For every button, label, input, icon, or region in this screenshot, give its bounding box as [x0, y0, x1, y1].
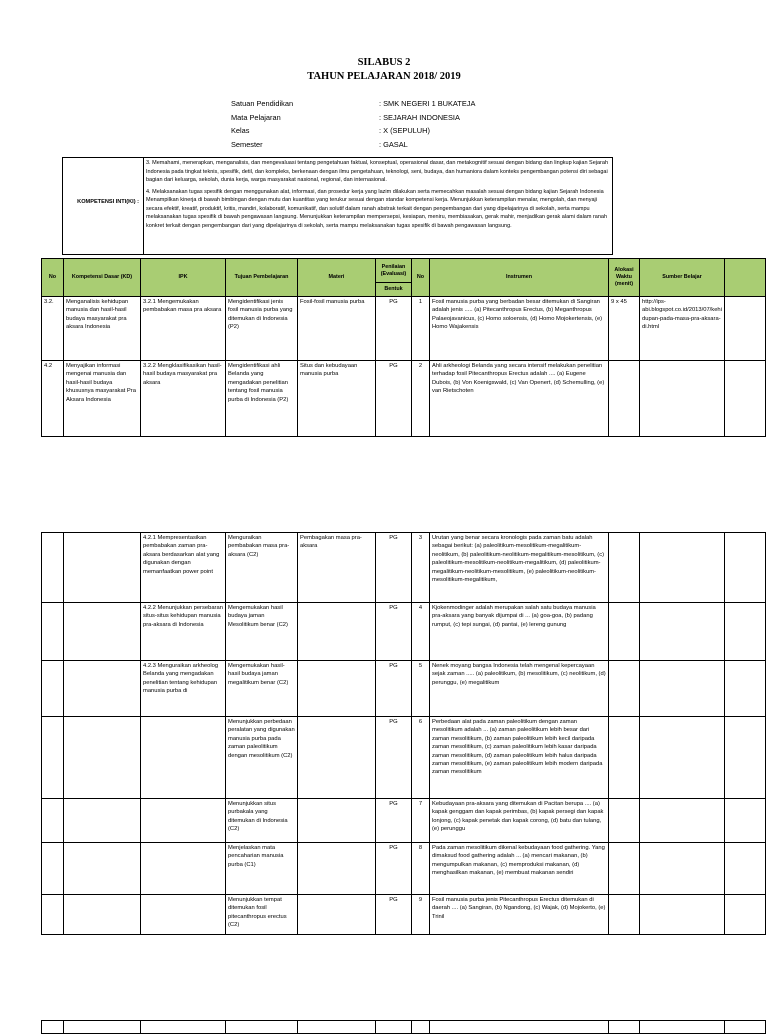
cell-ipk [141, 843, 226, 895]
cell-materi: Situs dan kebudayaan manusia purba [298, 361, 376, 437]
cell-instrumen: Fosil manusia purba jenis Pitecanthropus Erectus ditemukan di daerah .... (a) Sangiran, (b) Ngandong, (c) Wajak, (d) Mojokerto, (e) Trinil [430, 895, 609, 935]
cell-kd [64, 717, 141, 799]
cell-kd [64, 603, 141, 661]
core-competency-text [146, 159, 609, 233]
cell-tujuan: Menunjukkan tempat ditemukan fosil pitecanthropus erectus (C2) [226, 895, 298, 935]
cell-tujuan: Menguraikan pembabakan masa pra-aksara (C2) [226, 533, 298, 603]
table-row [42, 717, 766, 799]
identity-block [231, 97, 475, 151]
meta-row [231, 138, 475, 152]
cell-instrumen: Nenek moyang bangsa Indonesia telah mengenal kepercayaan sejak zaman ..... (a) paleolitikum, (b) mesolitikum, (c) neolitikum, (d) perunggu, (e) megalitikum [430, 661, 609, 717]
meta-value: : GASAL [379, 139, 408, 149]
syllabus-title: SILABUS 2 [357, 57, 411, 68]
cell-tujuan: Mengidentifikasi jenis fosil manusia purba yang ditemukan di Indonesia (P2) [226, 297, 298, 361]
header-penilaian: Penilaian (Evaluasi) [376, 259, 412, 283]
header-no-soal: No [412, 259, 430, 297]
cell-alokasi: 9 x 45 [609, 297, 640, 361]
cell-empty [725, 1021, 766, 1034]
meta-value: : SMK NEGERI 1 BUKATEJA [379, 99, 476, 108]
ki-item-4: 4. Melaksanakan tugas spesifik dengan menggunakan alat, informasi, dan prosedur kerja yang lazim dilakukan serta memecahkan masalah sesuai dengan bidang kajian Sejarah Indonesia Menampilkan kinerja di bawah bimbingan dengan mutu dan kuantitas yang terukur sesuai dengan standar kompetensi kerja. Menunjukkan keterampilan menalar, mengolah, dan menyaji secara efektif, kreatif, produktif, kritis, mandiri, kolaboratif, komunikatif, dan solutif dalam ranah abstrak terkait dengan pengembangan dari yang dipelajarinya di sekolah, serta mampu melaksanakan tugas spesifik di bawah pengawasan langsung. Menunjukkan keterampilan mempersepsi, kesiapan, meniru, membiasakan, gerak mahir, menjadikan gerak alami dalam ranah konkret terkait dengan pengembangan dari yang dipelajarinya di sekolah, serta mampu melaksanakan tugas spesifik di bawah pengawasan langsung. [146, 188, 608, 229]
header-instrumen: Instrumen [430, 259, 609, 297]
cell-tujuan: Menjelaskan mata pencaharian manusia purba (C1) [226, 843, 298, 895]
header-kd: Kompetensi Dasar (KD) [64, 259, 141, 297]
cell-instrumen: Perbedaan alat pada zaman paleolitikum dengan zaman mesolitikum adalah ... (a) zaman paleolitikum lebih besar dari zaman mesolitikum, (b) zaman paleolitikum lebih kecil daripada zaman mesolitikum, (c) zaman paleolitikum lebih kasar daripada zaman mesolitikum, (d) zaman paleolitikum lebih halus daripada zaman mesolitikum, (e) zaman paleolitikum lebih modern daripada zaman mesolitikum [430, 717, 609, 799]
cell-materi [298, 799, 376, 843]
cell-empty [64, 1021, 141, 1034]
cell-sumber [640, 361, 725, 437]
cell-kd [64, 661, 141, 717]
cell-no [42, 603, 64, 661]
cell-no: 3.2. [42, 297, 64, 361]
core-competency-label: KOMPETENSI INTI(KI) : [77, 199, 139, 205]
cell-ipk [141, 717, 226, 799]
cell-ipk [141, 895, 226, 935]
cell-extra [725, 895, 766, 935]
cell-bentuk: PG [376, 533, 412, 603]
cell-ipk: 4.2.1 Mempresentasikan pembabakan zaman pra-aksara berdasarkan alat yang digunakan dengan memanfaatkan power point [141, 533, 226, 603]
cell-tujuan: Mengemukakan hasil budaya jaman Mesolitikum benar (C2) [226, 603, 298, 661]
column-divider [143, 158, 144, 254]
cell-extra [725, 603, 766, 661]
cell-no [42, 895, 64, 935]
header-alokasi: Alokasi Waktu (menit) [609, 259, 640, 297]
cell-empty [640, 1021, 725, 1034]
cell-alokasi [609, 603, 640, 661]
cell-ipk: 3.2.2 Mengklasifikasikan hasil-hasil budaya masyarakat pra aksara [141, 361, 226, 437]
cell-tujuan: Mengidentifikasi ahli Belanda yang mengadakan penelitian tentang fosil manusia purba di Indonesia (P2) [226, 361, 298, 437]
cell-sumber [640, 661, 725, 717]
cell-kd: Menyajikan informasi mengenai manusia dan hasil-hasil budaya khususnya masyarakat Pra Aksara Indonesia [64, 361, 141, 437]
cell-empty [430, 1021, 609, 1034]
header-extra [725, 259, 766, 297]
cell-tujuan: Menunjukkan perbedaan peralatan yang digunakan manusia purba pada zaman paleolitikum dengan mesolitikum (C2) [226, 717, 298, 799]
core-competency-box [62, 157, 613, 255]
cell-bentuk: PG [376, 661, 412, 717]
header-bentuk: Bentuk [376, 283, 412, 297]
table-row [42, 661, 766, 717]
cell-tujuan: Mengemukakan hasil-hasil budaya jaman megalitikum benar (C2) [226, 661, 298, 717]
cell-kd: Menganalisis kehidupan manusia dan hasil-hasil budaya masyarakat pra aksara Indonesia [64, 297, 141, 361]
cell-extra [725, 717, 766, 799]
syllabus-table-main [41, 258, 766, 437]
header-materi: Materi [298, 259, 376, 297]
cell-materi [298, 843, 376, 895]
meta-value: : SEJARAH INDONESIA [379, 112, 460, 122]
cell-empty [609, 1021, 640, 1034]
meta-key: Semester [231, 139, 263, 149]
cell-ipk: 3.2.1 Mengemukakan pembabakan masa pra aksara [141, 297, 226, 361]
cell-bentuk: PG [376, 843, 412, 895]
table-row [42, 297, 766, 361]
cell-bentuk: PG [376, 603, 412, 661]
table-row [42, 603, 766, 661]
cell-nomor: 6 [412, 717, 430, 799]
header-sumber: Sumber Belajar [640, 259, 725, 297]
cell-sumber [640, 603, 725, 661]
meta-row [231, 111, 475, 125]
cell-empty [42, 1021, 64, 1034]
cell-nomor: 4 [412, 603, 430, 661]
meta-row [231, 124, 475, 138]
cell-empty [298, 1021, 376, 1034]
cell-alokasi [609, 799, 640, 843]
cell-nomor: 8 [412, 843, 430, 895]
cell-empty [412, 1021, 430, 1034]
cell-sumber: http://ips-abi.blogspot.co.id/2013/07/kehidupan-pada-masa-pra-aksara-di.html [640, 297, 725, 361]
cell-materi: Fosil-fosil manusia purba [298, 297, 376, 361]
cell-no [42, 799, 64, 843]
cell-extra [725, 533, 766, 603]
cell-instrumen: Fosil manusia purba yang berbadan besar ditemukan di Sangiran adalah jenis ..... (a) Pitecanthropus Erectus, (b) Meganthropus Palaeojavanicus, (c) Homo soloensis, (d) Homo Mojokertensis, (e) Homo Wajakensis [430, 297, 609, 361]
cell-no [42, 717, 64, 799]
cell-nomor: 9 [412, 895, 430, 935]
cell-sumber [640, 533, 725, 603]
table-row [42, 361, 766, 437]
cell-ipk: 4.2.2 Menunjukkan persebaran situs-situs kehidupan manusia pra-aksara di Indonesia [141, 603, 226, 661]
cell-empty [141, 1021, 226, 1034]
meta-key: Satuan Pendidikan [231, 99, 294, 108]
cell-kd [64, 533, 141, 603]
cell-no: 4.2 [42, 361, 64, 437]
cell-materi [298, 895, 376, 935]
meta-row [231, 97, 475, 111]
cell-alokasi [609, 361, 640, 437]
cell-extra [725, 843, 766, 895]
cell-materi [298, 717, 376, 799]
cell-nomor: 5 [412, 661, 430, 717]
cell-sumber [640, 799, 725, 843]
meta-key: Kelas [231, 126, 250, 135]
cell-empty [376, 1021, 412, 1034]
cell-kd [64, 895, 141, 935]
header-tujuan: Tujuan Pembelajaran [226, 259, 298, 297]
cell-kd [64, 799, 141, 843]
syllabus-table-continued [41, 532, 766, 935]
meta-key: Mata Pelajaran [231, 112, 281, 122]
cell-instrumen: Ahli arkheologi Belanda yang secara intensif melakukan penelitian terhadap fosil Pitecanthropus Erectus adalah .... (a) Eugene Dubois, (b) Von Koenigswald, (c) Van Openert, (d) Schemulling, (e) van Rietschoten [430, 361, 609, 437]
cell-alokasi [609, 843, 640, 895]
table-row [42, 799, 766, 843]
cell-bentuk: PG [376, 895, 412, 935]
cell-materi [298, 661, 376, 717]
header-row [42, 259, 766, 283]
cell-sumber [640, 717, 725, 799]
header-no: No [42, 259, 64, 297]
cell-materi: Pembagakan masa pra-aksara [298, 533, 376, 603]
table-row [42, 533, 766, 603]
cell-kd [64, 843, 141, 895]
cell-ipk: 4.2.3 Menguraikan arkheolog Belanda yang mengadakan penelitian tentang kehidupan manusia purba di [141, 661, 226, 717]
academic-year-title: TAHUN PELAJARAN 2018/ 2019 [307, 71, 461, 82]
cell-tujuan: Menunjukkan situs purbakala yang ditemukan di Indonesia (C2) [226, 799, 298, 843]
cell-materi [298, 603, 376, 661]
cell-alokasi [609, 895, 640, 935]
header-ipk: IPK [141, 259, 226, 297]
cell-extra [725, 661, 766, 717]
cell-sumber [640, 895, 725, 935]
cell-no [42, 843, 64, 895]
cell-nomor: 2 [412, 361, 430, 437]
cell-ipk [141, 799, 226, 843]
cell-no [42, 533, 64, 603]
table-row [42, 895, 766, 935]
cell-no [42, 661, 64, 717]
cell-bentuk: PG [376, 297, 412, 361]
cell-bentuk: PG [376, 717, 412, 799]
cell-instrumen: Kjokenmodinger adalah merupakan salah satu budaya manusia pra-aksara yang banyak dijumpai di ... (a) goa-goa, (b) padang rumput, (c) tepi sungai, (d) pantai, (e) lereng gunung [430, 603, 609, 661]
cell-empty [226, 1021, 298, 1034]
cell-alokasi [609, 661, 640, 717]
cell-nomor: 7 [412, 799, 430, 843]
cell-nomor: 3 [412, 533, 430, 603]
cell-bentuk: PG [376, 799, 412, 843]
cell-bentuk: PG [376, 361, 412, 437]
ki-item-3: 3. Memahami, menerapkan, menganalisis, dan mengevaluasi tentang pengetahuan faktual, konseptual, operasional dasar, dan metakognitif sesuai dengan bidang dan lingkup kajian Sejarah Indonesia pada tingkat teknis, spesifik, detil, dan kompleks, berkenaan dengan ilmu pengetahuan, teknologi, seni, budaya, dan humaniora dalam konteks pengembangan potensi diri sebagai bagian dari keluarga, sekolah, dunia kerja, warga masyarakat nasional, regional, dan internasional. [146, 160, 609, 183]
cell-instrumen: Pada zaman mesolitikum dikenal kebudayaan food gathering. Yang dimaksud food gathering adalah ... (a) mencari makanan, (b) mengumpulkan makanan, (c) memproduksi makanan, (d) menghasilkan makanan, (e) membuat makanan sendiri [430, 843, 609, 895]
cell-alokasi [609, 717, 640, 799]
cell-nomor: 1 [412, 297, 430, 361]
meta-value: : X (SEPULUH) [379, 126, 430, 135]
cell-instrumen: Urutan yang benar secara kronologis pada zaman batu adalah sebagai berikut: (a) paleolitikum-mesolitikum-megalitikum-neolitikum, (b) paleolitikum-neolitikum-megalitikum-mesolitikum, (c) paleolitikum-mesolitikum-neolitikum-megalitikum, (d) paleolitikum-megalitikum-neolitikum-mesolitikum, (e) paleolitikum-neolitikum-mesolitikum-megalitikum, [430, 533, 609, 603]
cell-extra [725, 297, 766, 361]
table-row [42, 1021, 766, 1034]
cell-instrumen: Kebudayaan pra-aksara yang ditemukan di Pacitan berupa .... (a) kapak genggam dan kapak perimbas, (b) kapak persegi dan kapak lonjong, (c) kapak penetak dan kapak corong, (d) batu dan tulang,(e) perunggu [430, 799, 609, 843]
syllabus-table-next-page [41, 1020, 766, 1034]
cell-alokasi [609, 533, 640, 603]
table-row [42, 843, 766, 895]
cell-extra [725, 361, 766, 437]
cell-extra [725, 799, 766, 843]
cell-sumber [640, 843, 725, 895]
